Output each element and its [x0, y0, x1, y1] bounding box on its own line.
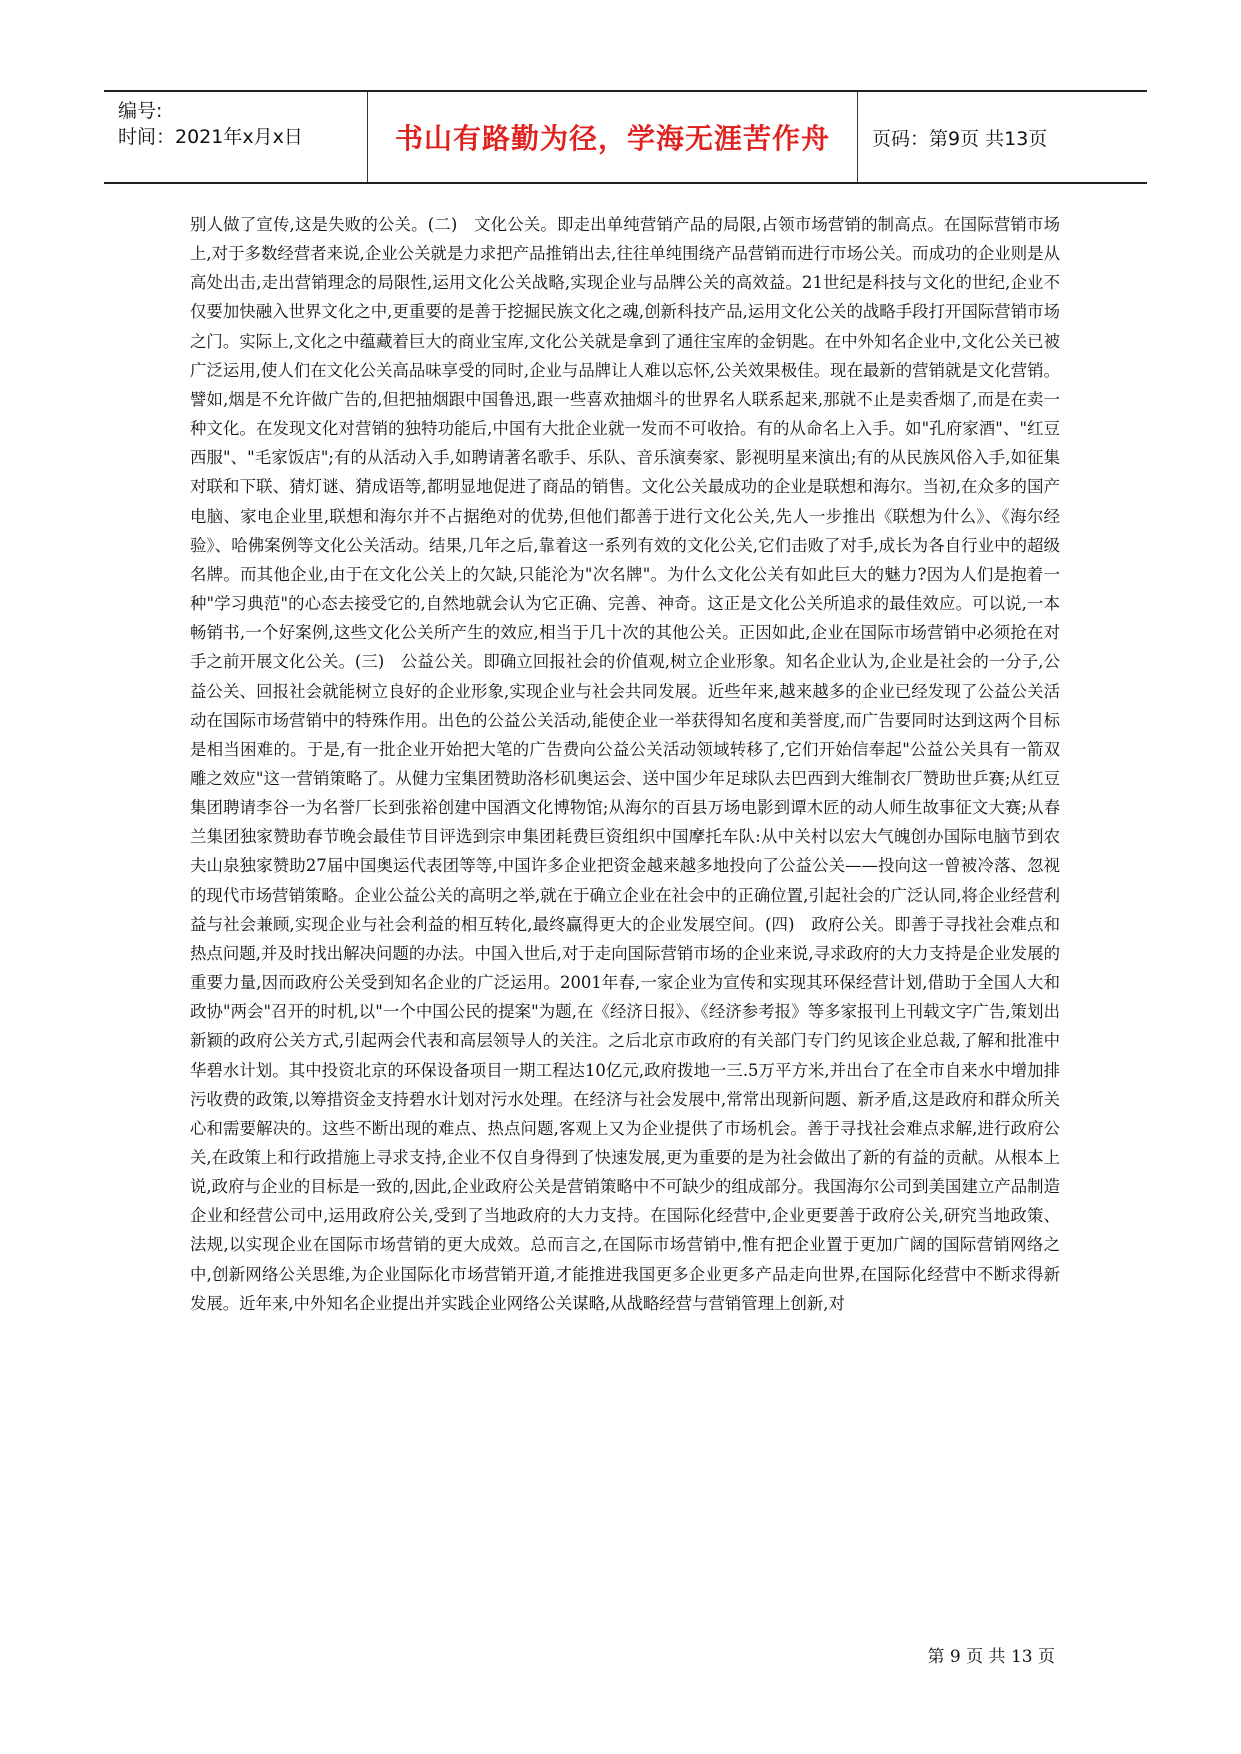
header-motto-cell	[368, 92, 858, 182]
header-table	[104, 90, 1147, 184]
header-page-cell	[858, 92, 1147, 182]
header-page-code: 页码：第9页 共13页	[872, 127, 1048, 150]
body-paragraph: 别人做了宣传,这是失败的公关。(二) 文化公关。即走出单纯营销产品的局限,占领市场营销的制高点。在国际营销市场上,对于多数经营者来说,企业公关就是力求把产品推销出去,往往单纯围绕产品营销而进行市场公关。而成功的企业则是从高处出击,走出营销理念的局限性,运用文化公关战略,实现企业与品牌公关的高效益。21世纪是科技与文化的世纪,企业不仅要加快融入世界文化之中,更重要的是善于挖掘民族文化之魂,创新科技产品,运用文化公关的战略手段打开国际营销市场之门。实际上,文化之中蕴藏着巨大的商业宝库,文化公关就是拿到了通往宝库的金钥匙。在中外知名企业中,文化公关已被广泛运用,使人们在文化公关高品味享受的同时,企业与品牌让人难以忘怀,公关效果极佳。现在最新的营销就是文化营销。譬如,烟是不允许做广告的,但把抽烟跟中国鲁迅,跟一些喜欢抽烟斗的世界名人联系起来,那就不止是卖香烟了,而是在卖一种文化。在发现文化对营销的独特功能后,中国有大批企业就一发而不可收拾。有的从命名上入手。如"孔府家酒"、"红豆西服"、"毛家饭店";有的从活动入手,如聘请著名歌手、乐队、音乐演奏家、影视明星来演出;有的从民族风俗入手,如征集对联和下联、猜灯谜、猜成语等,都明显地促进了商品的销售。文化公关最成功的企业是联想和海尔。当初,在众多的国产电脑、家电企业里,联想和海尔并不占据绝对的优势,但他们都善于进行文化公关,先人一步推出《联想为什么》、《海尔经验》、哈佛案例等文化公关活动。结果,几年之后,靠着这一系列有效的文化公关,它们击败了对手,成长为各自行业中的超级名牌。而其他企业,由于在文化公关上的欠缺,只能沦为"次名牌"。为什么文化公关有如此巨大的魅力?因为人们是抱着一种"学习典范"的心态去接受它的,自然地就会认为它正确、完善、神奇。这正是文化公关所追求的最佳效应。可以说,一本畅销书,一个好案例,这些文化公关所产生的效应,相当于几十次的其他公关。正因如此,企业在国际市场营销中必须抢在对手之前开展文化公关。(三) 公益公关。即确立回报社会的价值观,树立企业形象。知名企业认为,企业是社会的一分子,公益公关、回报社会就能树立良好的企业形象,实现企业与社会共同发展。近些年来,越来越多的企业已经发现了公益公关活动在国际市场营销中的特殊作用。出色的公益公关活动,能使企业一举获得知名度和美誉度,而广告要同时达到这两个目标是相当困难的。于是,有一批企业开始把大笔的广告费向公益公关活动领域转移了,它们开始信奉起"公益公关具有一箭双雕之效应"这一营销策略了。从健力宝集团赞助洛杉矶奥运会、送中国少年足球队去巴西到大维制衣厂赞助世乒赛;从红豆集团聘请李谷一为名誉厂长到张裕创建中国酒文化博物馆;从海尔的百县万场电影到谭木匠的动人师生故事征文大赛;从春兰集团独家赞助春节晚会最佳节目评选到宗申集团耗费巨资组织中国摩托车队:从中关村以宏大气魄创办国际电脑节到农夫山泉独家赞助27届中国奥运代表团等等,中国许多企业把资金越来越多地投向了公益公关——投向这一曾被冷落、忽视的现代市场营销策略。企业公益公关的高明之举,就在于确立企业在社会中的正确位置,引起社会的广泛认同,将企业经营利益与社会兼顾,实现企业与社会利益的相互转化,最终赢得更大的企业发展空间。(四) 政府公关。即善于寻找社会难点和热点问题,并及时找出解决问题的办法。中国入世后,对于走向国际营销市场的企业来说,寻求政府的大力支持是企业发展的重要力量,因而政府公关受到知名企业的广泛运用。2001年春,一家企业为宣传和实现其环保经营计划,借助于全国人大和政协"两会"召开的时机,以"一个中国公民的提案"为题,在《经济日报》、《经济参考报》等多家报刊上刊载文字广告,策划出新颖的政府公关方式,引起两会代表和高层领导人的关注。之后北京市政府的有关部门专门约见该企业总裁,了解和批准中华碧水计划。其中投资北京的环保设备项目一期工程达10亿元,政府拨地一三.5万平方米,并出台了在全市自来水中增加排污收费的政策,以筹措资金支持碧水计划对污水处理。在经济与社会发展中,常常出现新问题、新矛盾,这是政府和群众所关心和需要解决的。这些不断出现的难点、热点问题,客观上又为企业提供了市场机会。善于寻找社会难点求解,进行政府公关,在政策上和行政措施上寻求支持,企业不仅自身得到了快速发展,更为重要的是为社会做出了新的有益的贡献。从根本上说,政府与企业的目标是一致的,因此,企业政府公关是营销策略中不可缺少的组成部分。我国海尔公司到美国建立产品制造企业和经营公司中,运用政府公关,受到了当地政府的大力支持。在国际化经营中,企业更要善于政府公关,研究当地政策、法规,以实现企业在国际市场营销的更大成效。总而言之,在国际市场营销中,惟有把企业置于更加广阔的国际营销网络之中,创新网络公关思维,为企业国际化市场营销开道,才能推进我国更多企业更多产品走向世界,在国际化经营中不断求得新发展。近年来,中外知名企业提出并实践企业网络公关谋略,从战略经营与营销管理上创新,对	[190, 215, 1060, 1313]
document-number-label: 编号:	[118, 100, 163, 122]
header-info-cell	[104, 92, 368, 182]
document-time-label: 时间：2021年x月x日	[118, 126, 303, 148]
page-footer: 第 9 页 共 13 页	[927, 1647, 1055, 1667]
header-motto: 书山有路勤为径，学海无涯苦作舟	[394, 122, 830, 155]
